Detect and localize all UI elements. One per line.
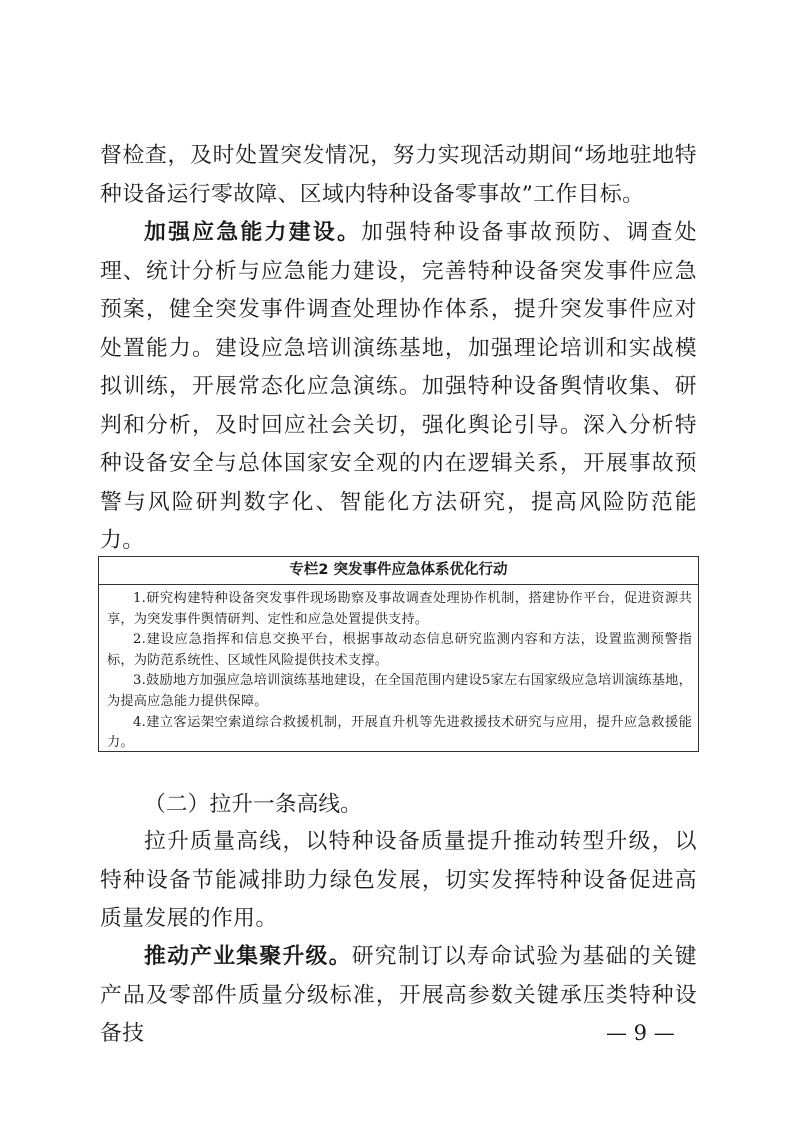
column-box-item-4: 4.建立客运架空索道综合救援机制，开展直升机等先进救援技术研究与应用，提升应急救援能力。 <box>107 714 692 751</box>
column-box-item-3: 3.鼓励地方加强应急培训演练基地建设，在全国范围内建设5家左右国家级应急培训演练基地，为提高应急能力提供保障。 <box>107 673 692 709</box>
page-number: — 9 — <box>606 1021 675 1045</box>
paragraph-quality-highline: 拉升质量高线，以特种设备质量提升推动转型升级，以特种设备节能减排助力绿色发展，切实发挥特种设备促进高质量发展的作用。 <box>100 829 697 931</box>
paragraph-body-emergency: 加强特种设备事故预防、调查处理、统计分析与应急能力建设，完善特种设备突发事件应急预案，健全突发事件调查处理协作体系，提升突发事件应对处置能力。建设应急培训演练基地，加强理论培训和实战模拟训练，开展常态化应急演练。加强特种设备舆情收集、研判和分析，及时回应社会关切，强化舆论引导。深入分析特种设备安全与总体国家安全观的内在逻辑关系，开展事故预警与风险研判数字化、智能化方法研究，提高风险防范能力。 <box>100 220 697 553</box>
column-box-item-2: 2.建设应急指挥和信息交换平台，根据事故动态信息研究监测内容和方法，设置监测预警指标，为防范系统性、区域性风险提供技术支撑。 <box>107 632 692 668</box>
paragraph-lead-industry: 推动产业集聚升级。 <box>144 944 352 969</box>
paragraph-lead-emergency: 加强应急能力建设。 <box>144 220 362 245</box>
column-box <box>98 556 699 752</box>
paragraph-supervision: 督检查，及时处置突发情况，努力实现活动期间“场地驻地特种设备运行零故障、区域内特种设备零事故”工作目标。 <box>100 143 697 207</box>
section-heading: （二）拉升一条高线。 <box>144 792 362 817</box>
column-box-body <box>99 585 698 754</box>
column-box-item-1: 1.研究构建特种设备突发事件现场勘察及事故调查处理协作机制，搭建协作平台，促进资源共享，为突发事件舆情研判、定性和应急处置提供支持。 <box>107 591 692 627</box>
paragraph-body-industry: 研究制订以寿命试验为基础的关键产品及零部件质量分级标准，开展高参数关键承压类特种设备技 <box>100 944 697 1046</box>
column-box-title: 专栏2 突发事件应急体系优化行动 <box>99 557 698 585</box>
paragraph-emergency-capability <box>100 214 697 561</box>
